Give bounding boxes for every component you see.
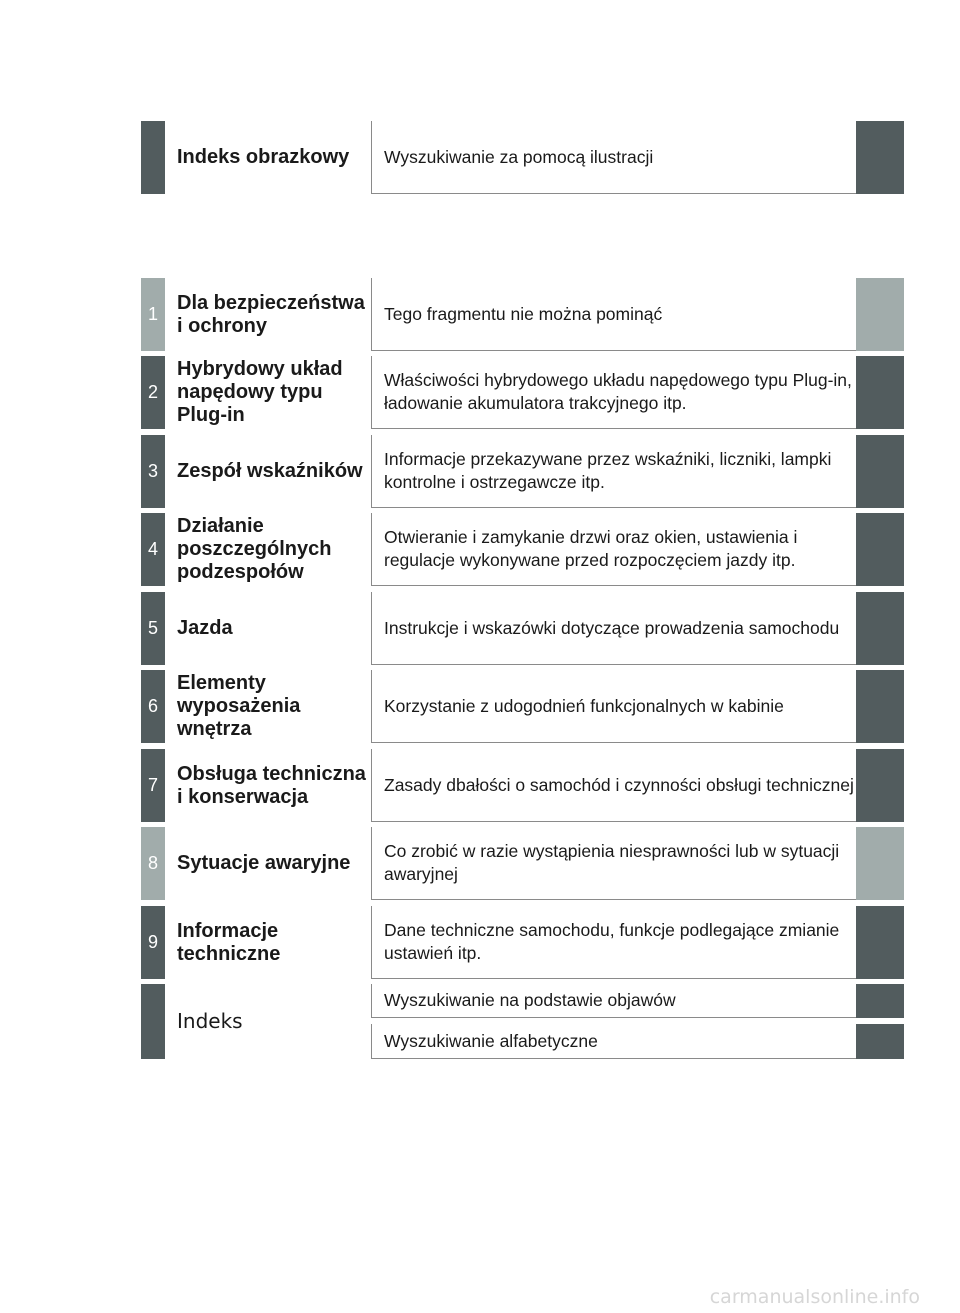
chapter-description: Korzystanie z udogodnień funkcjonalnych w kabinie <box>371 670 856 743</box>
chapter-right-tab <box>856 749 904 822</box>
chapter-right-tab <box>856 592 904 665</box>
chapter-description: Zasady dbałości o samochód i czynności obsługi technicznej <box>371 749 856 822</box>
chapter-right-tab <box>856 435 904 508</box>
header-description: Wyszukiwanie za pomocą ilustracji <box>371 121 856 194</box>
index-left-tab <box>141 984 165 1059</box>
header-row[interactable] <box>141 121 904 194</box>
chapter-title: Sytuacje awaryjne <box>177 852 351 874</box>
chapter-row-9[interactable] <box>141 906 904 979</box>
chapter-number: 3 <box>141 435 165 508</box>
index-item-symptoms[interactable] <box>371 984 904 1018</box>
chapter-right-tab <box>856 356 904 429</box>
chapter-description: Informacje przekazywane przez wskaźniki, liczniki, lampki kontrolne i ostrzegawcze itp. <box>371 435 856 508</box>
chapter-title: Jazda <box>177 617 233 639</box>
chapter-right-tab <box>856 827 904 900</box>
chapter-title: Dla bezpieczeństwa i ochrony <box>177 291 365 337</box>
chapter-row-8[interactable] <box>141 827 904 900</box>
chapter-title: Obsługa techniczna i konserwacja <box>177 762 366 808</box>
chapter-description: Instrukcje i wskazówki dotyczące prowadzenia samochodu <box>371 592 856 665</box>
index-row[interactable] <box>141 984 904 1059</box>
chapter-row-3[interactable] <box>141 435 904 508</box>
index-title: Indeks <box>177 1009 243 1033</box>
chapter-number: 4 <box>141 513 165 586</box>
chapter-title: Działanie poszczególnych podzespołów <box>177 515 332 583</box>
chapter-row-5[interactable] <box>141 592 904 665</box>
watermark: carmanualsonline.info <box>709 1286 920 1308</box>
header-right-tab <box>856 121 904 194</box>
header-left-tab <box>141 121 165 194</box>
chapter-row-4[interactable] <box>141 513 904 586</box>
chapter-description: Tego fragmentu nie można pominąć <box>371 278 856 351</box>
chapter-row-1[interactable] <box>141 278 904 351</box>
chapter-right-tab <box>856 670 904 743</box>
chapter-title: Hybrydowy układ napędowy typu Plug-in <box>177 358 343 426</box>
chapter-right-tab <box>856 278 904 351</box>
chapter-right-tab <box>856 906 904 979</box>
chapter-description: Otwieranie i zamykanie drzwi oraz okien, ustawienia i regulacje wykonywane przed rozpoczęciem jazdy itp. <box>371 513 856 586</box>
index-item-tab <box>856 1024 904 1059</box>
footer <box>0 1282 960 1313</box>
chapter-number: 6 <box>141 670 165 743</box>
chapter-number: 7 <box>141 749 165 822</box>
index-item-label: Wyszukiwanie na podstawie objawów <box>371 984 856 1018</box>
chapter-row-6[interactable] <box>141 670 904 743</box>
chapter-number: 5 <box>141 592 165 665</box>
index-item-alphabetical[interactable] <box>371 1024 904 1059</box>
header-title: Indeks obrazkowy <box>177 146 350 168</box>
chapter-number: 2 <box>141 356 165 429</box>
chapter-title: Elementy wyposażenia wnętrza <box>177 672 301 740</box>
index-item-label: Wyszukiwanie alfabetyczne <box>371 1024 856 1059</box>
chapter-number: 1 <box>141 278 165 351</box>
chapter-number: 8 <box>141 827 165 900</box>
chapter-row-7[interactable] <box>141 749 904 822</box>
chapter-row-2[interactable] <box>141 356 904 429</box>
chapter-title: Zespół wskaźników <box>177 460 363 482</box>
chapter-number: 9 <box>141 906 165 979</box>
chapter-description: Co zrobić w razie wystąpienia niesprawności lub w sytuacji awaryjnej <box>371 827 856 900</box>
chapter-description: Właściwości hybrydowego układu napędowego typu Plug-in, ładowanie akumulatora trakcyjnego itp. <box>371 356 856 429</box>
index-item-tab <box>856 984 904 1018</box>
chapter-right-tab <box>856 513 904 586</box>
chapter-title: Informacje techniczne <box>177 919 281 965</box>
chapter-description: Dane techniczne samochodu, funkcje podlegające zmianie ustawień itp. <box>371 906 856 979</box>
